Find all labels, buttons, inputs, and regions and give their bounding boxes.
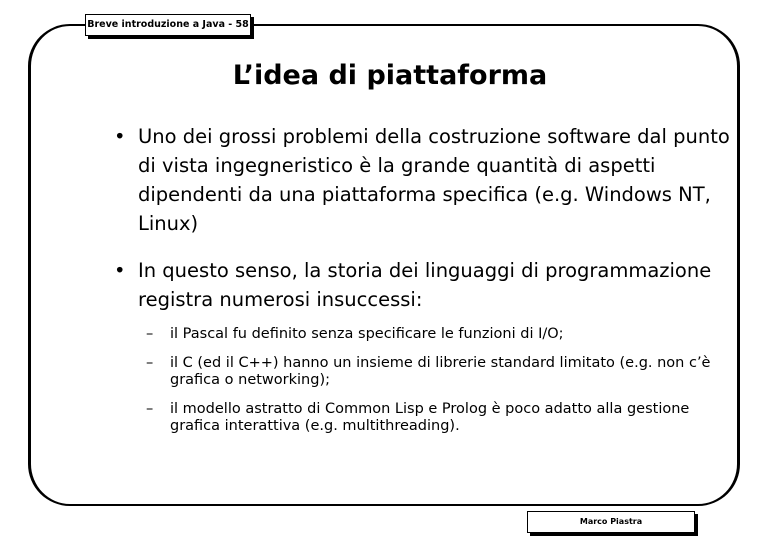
slide-title: L’idea di piattaforma <box>232 60 548 91</box>
header-label: Breve introduzione a Java - 58 <box>85 14 251 36</box>
sub-item <box>112 326 732 343</box>
bullet-marker: • <box>114 125 126 148</box>
sub-text: il C (ed il C++) hanno un insieme di librerie standard limitato (e.g. non c’è grafica o networking); <box>170 355 711 388</box>
bullet-item <box>112 256 732 314</box>
sub-text: il modello astratto di Common Lisp e Prolog è poco adatto alla gestione grafica interattiva (e.g. multithreading). <box>170 401 690 434</box>
footer-label: Marco Piastra <box>527 511 695 533</box>
sub-text: il Pascal fu definito senza specificare le funzioni di I/O; <box>170 326 564 342</box>
sub-item <box>112 355 732 389</box>
bullet-marker: • <box>114 259 126 282</box>
sub-item <box>112 401 732 435</box>
bullet-list <box>112 122 732 435</box>
sub-marker: – <box>146 326 154 342</box>
bullet-item <box>112 122 732 238</box>
sub-marker: – <box>146 355 154 371</box>
sub-marker: – <box>146 401 154 417</box>
sub-list <box>112 326 732 435</box>
bullet-text: Uno dei grossi problemi della costruzione software dal punto di vista ingegneristico è la grande quantità di aspetti dipendenti da una piattaforma specifica (e.g. Windows NT, Linux) <box>138 125 730 235</box>
bullet-text: In questo senso, la storia dei linguaggi di programmazione registra numerosi insuccessi: <box>138 259 712 311</box>
